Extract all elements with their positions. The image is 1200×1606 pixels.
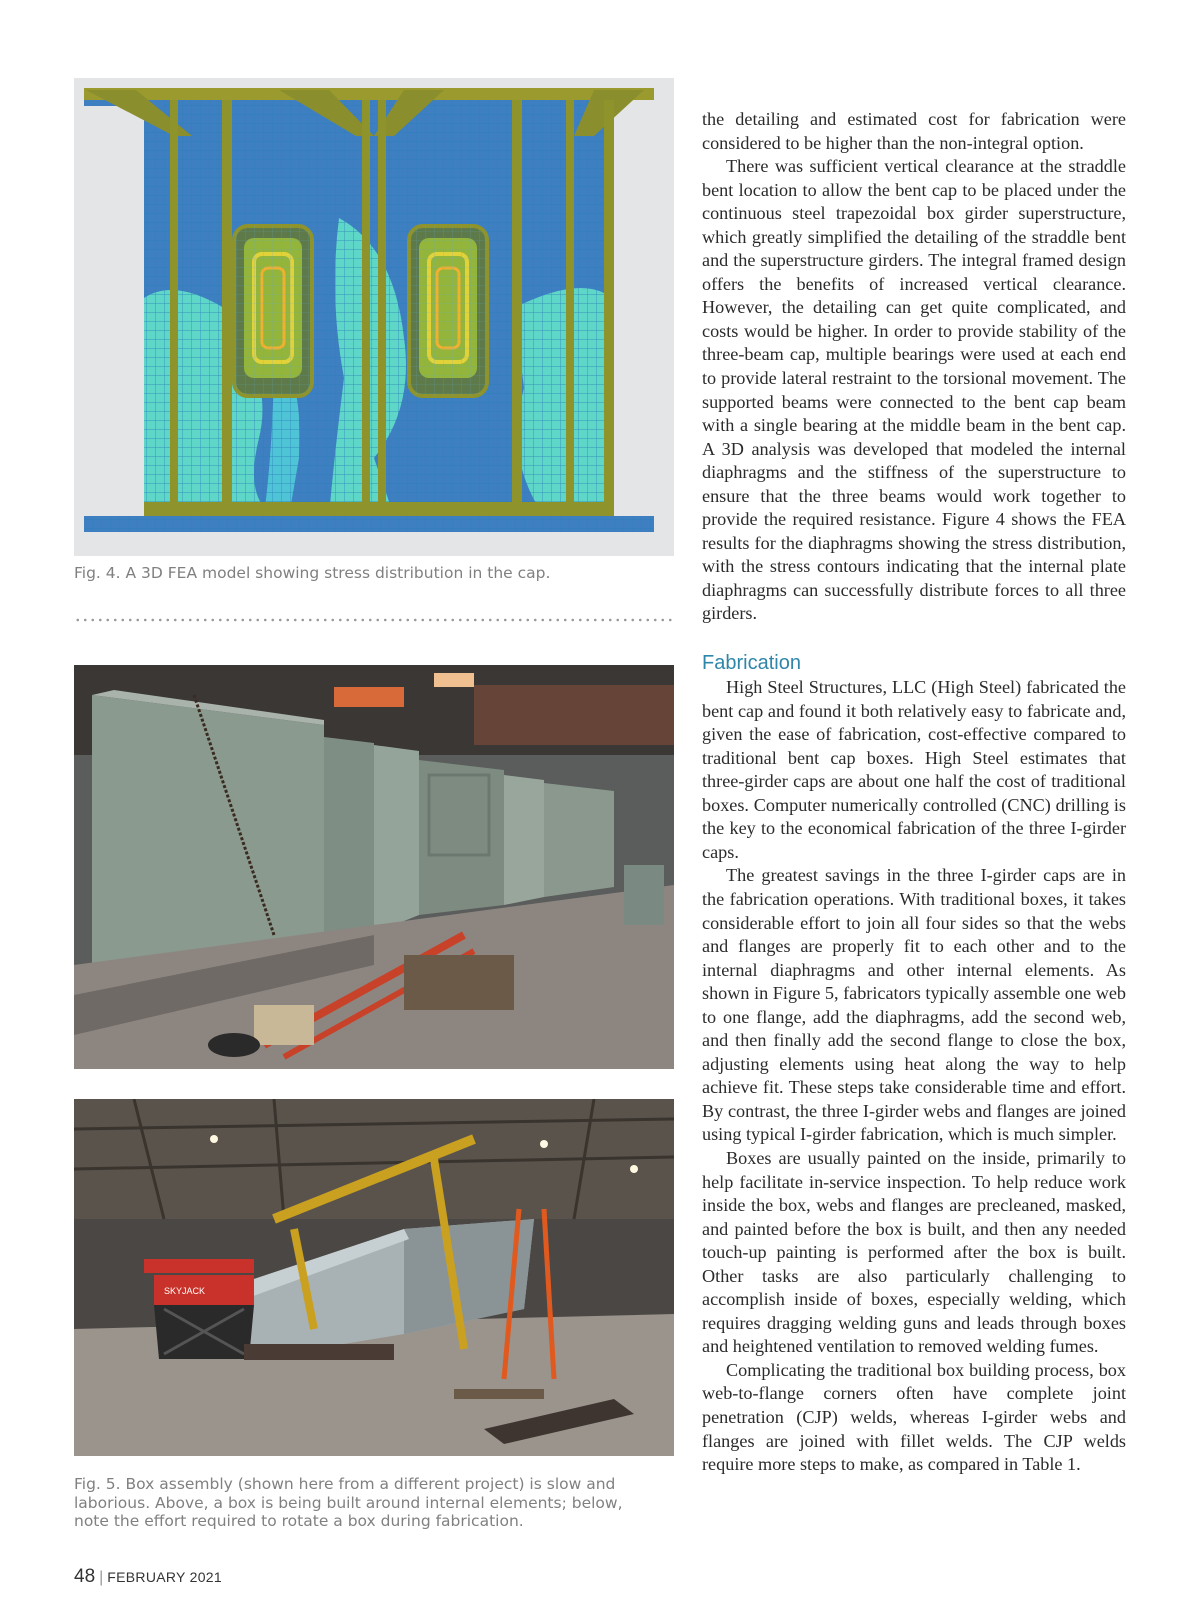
fea-model-graphic bbox=[74, 78, 674, 556]
fea-model-figure bbox=[74, 78, 674, 556]
paragraph-continued: the detailing and estimated cost for fabrication were considered to be higher than the non-integral option. bbox=[702, 109, 1126, 153]
paragraph-painting: Boxes are usually painted on the inside, primarily to help facilitate in-service inspection. To help reduce work inside the box, webs and flanges are precleaned, masked, and painted before the box is built, and then any needed touch-up painting is performed after the box is built. Other tasks are also particularly challenging to accomplish inside of boxes, especially welding, which requires dragging welding guns and leads through boxes and heightened ventilation to removed welding fumes. bbox=[702, 1147, 1126, 1357]
paragraph-straddle-bent: There was sufficient vertical clearance at the straddle bent location to allow the bent cap to be placed under the continuous steel trapezoidal box girder superstructure, which greatly simplified the detailing of the straddle bent and the superstructure girders. The integral framed design offers the benefits of increased vertical clearance. However, the detailing can get quite complicated, and costs would be higher. In order to provide stability of the three-beam cap, multiple bearings were used at each end to provide lateral restraint to the torsional movement. The supported beams were connected to the bent cap beam with a single bearing at the middle beam in the bent cap. A 3D analysis was developed that modeled the internal diaphragms and the stiffness of the superstructure to ensure that the three beams would work together to provide the required resistance. Figure 4 shows the FEA results for the diaphragms showing the stress distribution, with the stress contours indicating that the internal plate diaphragms can successfully distribute forces to all three girders. bbox=[702, 156, 1126, 624]
issue-date: FEBRUARY 2021 bbox=[107, 1569, 222, 1585]
skyjack-label: SKYJACK bbox=[164, 1286, 206, 1296]
box-assembly-photo-bottom bbox=[74, 1099, 674, 1456]
shop-floor-illustration bbox=[74, 665, 674, 1069]
fig4-caption: Fig. 4. A 3D FEA model showing stress distribution in the cap. bbox=[74, 564, 551, 582]
article-column bbox=[702, 108, 1126, 1477]
page-number: 48 bbox=[74, 1566, 96, 1587]
paragraph-cjp-welds: Complicating the traditional box building process, box web-to-flange corners often have complete joint penetration (CJP) welds, whereas I-girder webs and flanges are joined with fillet welds. The CJP welds require more steps to make, as compared in Table 1. bbox=[702, 1359, 1126, 1475]
paragraph-greatest-savings: The greatest savings in the three I-girder caps are in the fabrication operations. With traditional boxes, it takes considerable effort to join all four sides so that the webs and flanges are properly fit to each other and to the internal diaphragms and other internal elements. As shown in Figure 5, fabricators typically assemble one web to one flange, add the diaphragms, add the second web, and then finally add the second flange to close the box, adjusting elements using heat along the way to help achieve fit. These steps take considerable time and effort. By contrast, the three I-girder webs and flanges are joined using typical I-girder fabrication, which is much simpler. bbox=[702, 865, 1126, 1145]
box-assembly-photo-top bbox=[74, 665, 674, 1069]
page-footer bbox=[74, 1566, 222, 1588]
paragraph-high-steel: High Steel Structures, LLC (High Steel) fabricated the bent cap and found it both relatively easy to fabricate and, given the ease of fabrication, cost-effective compared to traditional bent cap boxes. High Steel estimates that three-girder caps are about one half the cost of traditional boxes. Computer numerically controlled (CNC) drilling is the key to the economical fabrication of the three I-girder caps. bbox=[702, 677, 1126, 862]
section-heading-fabrication: Fabrication bbox=[702, 652, 801, 675]
footer-separator: | bbox=[99, 1569, 104, 1586]
box-rotation-illustration bbox=[74, 1099, 674, 1456]
fig5-caption: Fig. 5. Box assembly (shown here from a different project) is slow and laborious. Above, a box is being built around internal elements; below, note the effort required to rotate a box during fabrication. bbox=[74, 1475, 623, 1530]
dotted-divider bbox=[74, 618, 674, 622]
